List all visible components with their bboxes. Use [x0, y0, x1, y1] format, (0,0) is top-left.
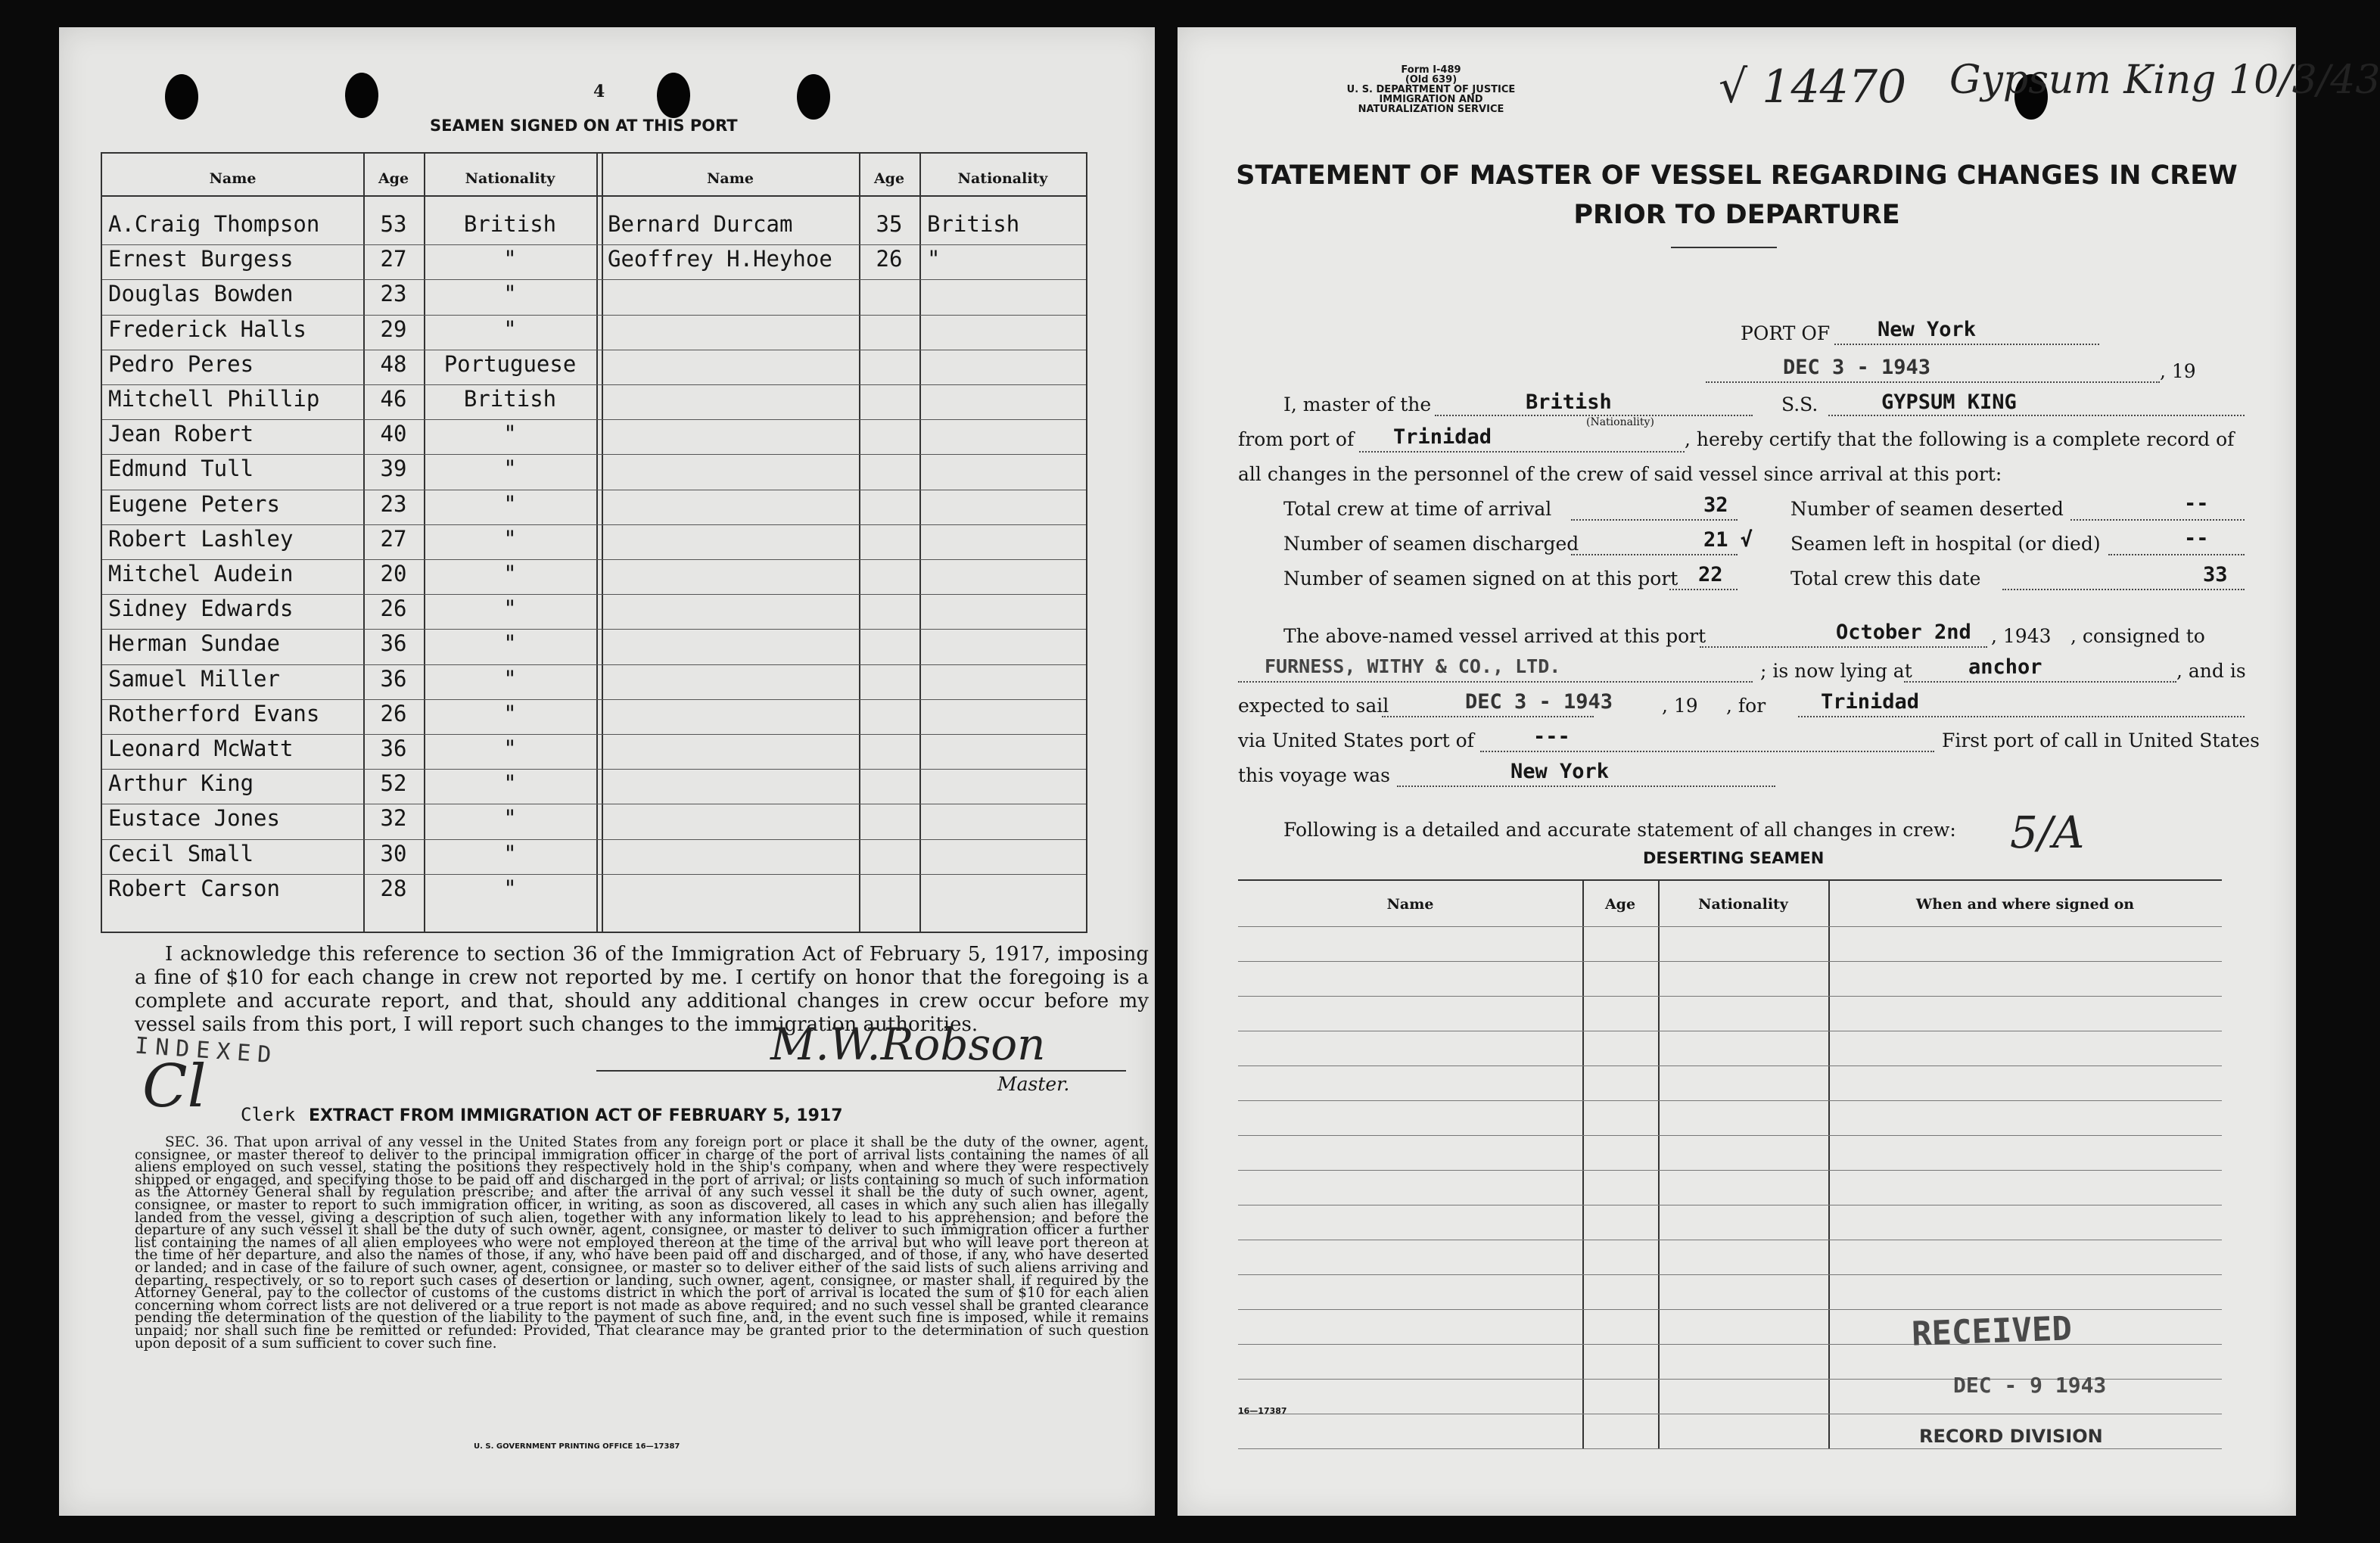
deserting-heading: DESERTING SEAMEN: [1643, 849, 1825, 867]
table-row-line: [1238, 1170, 2222, 1171]
punch-hole: [797, 74, 830, 120]
form-title-line-1: STATEMENT OF MASTER OF VESSEL REGARDING CHANGES IN CREW: [1236, 160, 2238, 191]
master-label: Master.: [997, 1073, 1070, 1095]
crew-name: Samuel Miller: [108, 665, 280, 692]
crew-nationality: ": [503, 490, 517, 517]
form-title-line-2: PRIOR TO DEPARTURE: [1573, 200, 1900, 230]
table-row-line: [1238, 961, 2222, 962]
for-label: , for: [1726, 695, 1766, 717]
section-heading: SEAMEN SIGNED ON AT THIS PORT: [430, 117, 738, 135]
col-header-age: Age: [378, 170, 409, 187]
crew-age: 27: [380, 525, 407, 552]
crew-name: Frederick Halls: [108, 316, 306, 342]
crew-age: 29: [380, 316, 407, 342]
arrived-date: October 2nd: [1836, 621, 1971, 644]
arrived-year: , 1943: [1991, 625, 2052, 647]
crew-nationality: British: [463, 386, 557, 412]
stat-total-arrival-value: 32: [1703, 493, 1728, 517]
crew-name: Douglas Bowden: [108, 281, 294, 307]
clerk-initials: Cl: [142, 1053, 207, 1121]
expected-label: expected to sail: [1238, 695, 1389, 717]
consigned-to-label: , consigned to: [2070, 625, 2205, 647]
crew-age: 23: [380, 281, 407, 307]
crew-nationality: ": [503, 281, 517, 307]
from-port-value: Trinidad: [1393, 425, 1492, 449]
stat-deserted-value: --: [2184, 492, 2209, 515]
crew-nationality: ": [503, 665, 517, 692]
right-page: [1178, 27, 2380, 1516]
received-stamp: RECEIVED: [1911, 1309, 2073, 1354]
crew-age: 39: [380, 456, 407, 482]
crew-name: Bernard Durcam: [608, 211, 793, 237]
crew-nationality: ": [503, 770, 517, 797]
lying-at-label: ; is now lying at: [1760, 660, 1912, 682]
desert-col-name: Name: [1386, 896, 1434, 913]
stat-hospital-label: Seamen left in hospital (or died): [1790, 533, 2101, 555]
stat-signed-on-label: Number of seamen signed on at this port: [1283, 568, 1678, 590]
crew-name: Leonard McWatt: [108, 736, 294, 761]
crew-age: 32: [380, 805, 407, 832]
lying-value: anchor: [1968, 655, 2042, 679]
department: U. S. DEPARTMENT OF JUSTICE: [1346, 84, 1516, 95]
arrived-label: The above-named vessel arrived at this port: [1283, 625, 1706, 647]
stat-total-date-value: 33: [2203, 563, 2228, 586]
crew-age: 48: [380, 350, 407, 377]
via-value: ---: [1533, 725, 1570, 748]
nationality-caption: (Nationality): [1586, 416, 1654, 428]
crew-name: Robert Lashley: [108, 525, 294, 552]
port-value: New York: [1878, 318, 1977, 341]
stat-deserted-label: Number of seamen deserted: [1790, 498, 2064, 520]
crew-name: Pedro Peres: [108, 350, 254, 377]
for-value: Trinidad: [1821, 690, 1920, 714]
printing-office: U. S. GOVERNMENT PRINTING OFFICE 16—17387: [474, 1442, 680, 1451]
ship-name: GYPSUM KING: [1881, 390, 2017, 414]
crew-age: 35: [876, 211, 903, 237]
crew-name: Robert Carson: [108, 875, 280, 901]
via-label: via United States port of: [1238, 730, 1474, 751]
year-suffix: , 19: [2160, 360, 2196, 382]
form-id: Form I-489: [1401, 64, 1461, 76]
table-row-line: [1238, 1100, 2222, 1101]
title-rule: [1671, 247, 1777, 248]
col-header-nationality: Nationality: [465, 170, 555, 187]
certify-text-2: all changes in the personnel of the crew of said vessel since arrival at this port:: [1238, 463, 2002, 485]
crew-name: Geoffrey H.Heyhoe: [608, 246, 832, 272]
crew-name: Eugene Peters: [108, 490, 280, 517]
crew-nationality: ": [503, 875, 517, 901]
desert-col-age: Age: [1604, 896, 1636, 913]
service: IMMIGRATION AND NATURALIZATION SERVICE: [1358, 94, 1504, 115]
master-signature: M.W.Robson: [770, 1019, 1046, 1070]
table-row-line: [1238, 1135, 2222, 1136]
crew-age: 30: [380, 840, 407, 866]
crew-nationality: ": [503, 630, 517, 657]
crew-age: 36: [380, 736, 407, 761]
form-old-id: (Old 639): [1405, 74, 1458, 86]
crew-name: Eustace Jones: [108, 805, 280, 832]
date-stamp: DEC 3 - 1943: [1783, 356, 1931, 379]
crew-nationality: ": [503, 456, 517, 482]
crew-age: 26: [380, 596, 407, 622]
crew-age: 27: [380, 246, 407, 272]
voyage-value: New York: [1510, 760, 1610, 783]
left-page: [59, 27, 1155, 1516]
crew-name: Rotherford Evans: [108, 700, 320, 726]
table-row-line: [1238, 1065, 2222, 1066]
desert-col-signed-on: When and where signed on: [1915, 896, 2135, 913]
crew-name: Cecil Small: [108, 840, 254, 866]
crew-nationality: British: [927, 211, 1020, 237]
crew-age: 28: [380, 875, 407, 901]
stat-hospital-value: --: [2184, 527, 2209, 550]
acknowledgement-text: I acknowledge this reference to section 36 of the Immigration Act of February 5, 1917, imposing a fine of $10 for each change in crew not reported by me. I certify on honor that the foregoing is a complete and accurate report, and that, should any additional changes in crew occur before my vessel sails from this port, I will report such changes to the immigration authorities.: [135, 943, 1149, 1036]
crew-nationality: ": [503, 421, 517, 447]
crew-name: Jean Robert: [108, 421, 254, 447]
table-row-line: [1238, 1274, 2222, 1275]
stat-signed-on-value: 22: [1698, 563, 1723, 586]
crew-age: 26: [876, 246, 903, 272]
table-row-line: [1238, 996, 2222, 997]
crew-age: 53: [380, 211, 407, 237]
and-is-label: , and is: [2176, 660, 2246, 682]
table-row-line: [1238, 1344, 2222, 1345]
punch-hole: [657, 73, 690, 118]
clerk-label: Clerk: [241, 1104, 296, 1125]
crew-nationality: ": [503, 525, 517, 552]
crew-nationality: ": [503, 840, 517, 866]
crew-nationality: ": [503, 246, 517, 272]
crew-table: [101, 152, 1087, 933]
crew-name: Edmund Tull: [108, 456, 254, 482]
crew-name: A.Craig Thompson: [108, 211, 320, 237]
crew-nationality: ": [503, 700, 517, 726]
crew-nationality: ": [503, 596, 517, 622]
expected-value: DEC 3 - 1943: [1465, 690, 1613, 714]
crew-nationality: ": [927, 246, 941, 272]
crew-age: 36: [380, 630, 407, 657]
signature-line: [596, 1070, 1126, 1072]
table-row-line: [1238, 926, 2222, 927]
master-of-label: I, master of the: [1283, 394, 1432, 415]
handwritten-number: √ 14470: [1719, 61, 1907, 114]
crew-age: 52: [380, 770, 407, 797]
table-row-line: [1238, 1448, 2222, 1449]
stat-total-arrival-label: Total crew at time of arrival: [1283, 498, 1552, 520]
crew-name: Arthur King: [108, 770, 254, 797]
section-36-text: SEC. 36. That upon arrival of any vessel in the United States from any foreign port or place it shall be the duty of the owner, agent, consignee, or master thereof to deliver to the principal immigration officer in charge of the port of arrival lists containing the names of all aliens employed on such vessel, stating the positions they respectively hold in the ship's company, when and where they were respectively shipped or engaged, and specifying those to be paid off and discharged in the port of arrival; or lists containing so much of such information as the Attorney General shall by regulation prescribe; and after the arrival of any such vessel it shall be the duty of such owner, agent, consignee, or master to report to such immigration officer, in writing, as soon as discovered, all cases in which any such alien has illegally landed from the vessel, giving a description of such alien, together with any information likely to lead to his apprehension; and before the departure of any such vessel it shall be the duty of such owner, agent, consignee, or master to deliver to such immigration officer a further list containing the names of all alien employees who were not employed thereon at the time of the arrival but who will leave port thereon at the time of her departure, and also the names of those, if any, who have been paid off and discharged, and of those, if any, who have deserted or landed; and in case of the failure of such owner, agent, consignee, or master so to deliver either of the said lists of such aliens arriving and departing, respectively, or so to report such cases of desertion or landing, such owner, agent, consignee, or master shall, if required by the Attorney General, pay to the collector of customs of the customs district in which the port of arrival is located the sum of $10 for each alien concerning whom correct lists are not delivered or a true report is not made as above required; and no such vessel shall be granted clearance pending the determination of the question of the liability to the payment of such fine, and, in the event such fine is imposed, while it remains unpaid; nor shall such fine be remitted or refunded: Provided, That clearance may be granted prior to the determination of such question upon deposit of a sum sufficient to cover such fine.: [135, 1134, 1149, 1352]
certify-text: , hereby certify that the following is a complete record of: [1685, 428, 2235, 450]
crew-nationality: British: [463, 211, 557, 237]
first-port-label: First port of call in United States: [1942, 730, 2260, 751]
form-number: 16—17387: [1238, 1406, 1287, 1416]
ss-label: S.S.: [1781, 394, 1818, 415]
crew-age: 26: [380, 700, 407, 726]
crew-name: Ernest Burgess: [108, 246, 294, 272]
form-header: [1344, 65, 1518, 114]
handwritten-ship: Gypsum King 10/3/43: [1949, 58, 2380, 103]
crew-age: 23: [380, 490, 407, 517]
crew-age: 36: [380, 665, 407, 692]
stat-total-date-label: Total crew this date: [1790, 568, 1981, 590]
crew-nationality: Portuguese: [443, 350, 577, 377]
crew-nationality: ": [503, 316, 517, 342]
stat-discharged-label: Number of seamen discharged: [1283, 533, 1579, 555]
stat-discharged-value: 21 √: [1703, 528, 1753, 552]
crew-name: Herman Sundae: [108, 630, 280, 657]
crew-age: 40: [380, 421, 407, 447]
consignee-stamp: FURNESS, WITHY & CO., LTD.: [1265, 655, 1561, 677]
port-label: PORT OF: [1741, 322, 1831, 344]
deserting-table: [1238, 879, 2222, 1448]
crew-age: 20: [380, 561, 407, 586]
col-header-name-2: Name: [707, 170, 754, 187]
indexed-stamp: INDEXED: [134, 1032, 279, 1069]
crew-name: Sidney Edwards: [108, 596, 294, 622]
crew-nationality: ": [503, 736, 517, 761]
expected-19: , 19: [1662, 695, 1698, 717]
table-row-line: [1238, 1309, 2222, 1310]
col-header-nationality-2: Nationality: [957, 170, 1048, 187]
extract-title: EXTRACT FROM IMMIGRATION ACT OF FEBRUARY 5, 1917: [309, 1106, 843, 1125]
nationality-value: British: [1526, 390, 1612, 414]
crew-age: 46: [380, 386, 407, 412]
desert-col-nationality: Nationality: [1698, 896, 1788, 913]
crew-nationality: ": [503, 805, 517, 832]
handwritten-mark: 5/A: [2010, 807, 2085, 858]
col-header-name: Name: [209, 170, 257, 187]
voyage-label: this voyage was: [1238, 764, 1391, 786]
punch-hole: [165, 74, 198, 120]
crew-nationality: ": [503, 561, 517, 586]
crew-name: Mitchel Audein: [108, 561, 294, 586]
page-number: 4: [593, 82, 605, 101]
crew-name: Mitchell Phillip: [108, 386, 320, 412]
punch-hole: [345, 73, 378, 118]
received-date: DEC - 9 1943: [1953, 1373, 2107, 1398]
record-division: RECORD DIVISION: [1919, 1426, 2103, 1447]
from-port-label: from port of: [1238, 428, 1355, 450]
following-text: Following is a detailed and accurate statement of all changes in crew:: [1283, 819, 1956, 841]
col-header-age-2: Age: [873, 170, 905, 187]
